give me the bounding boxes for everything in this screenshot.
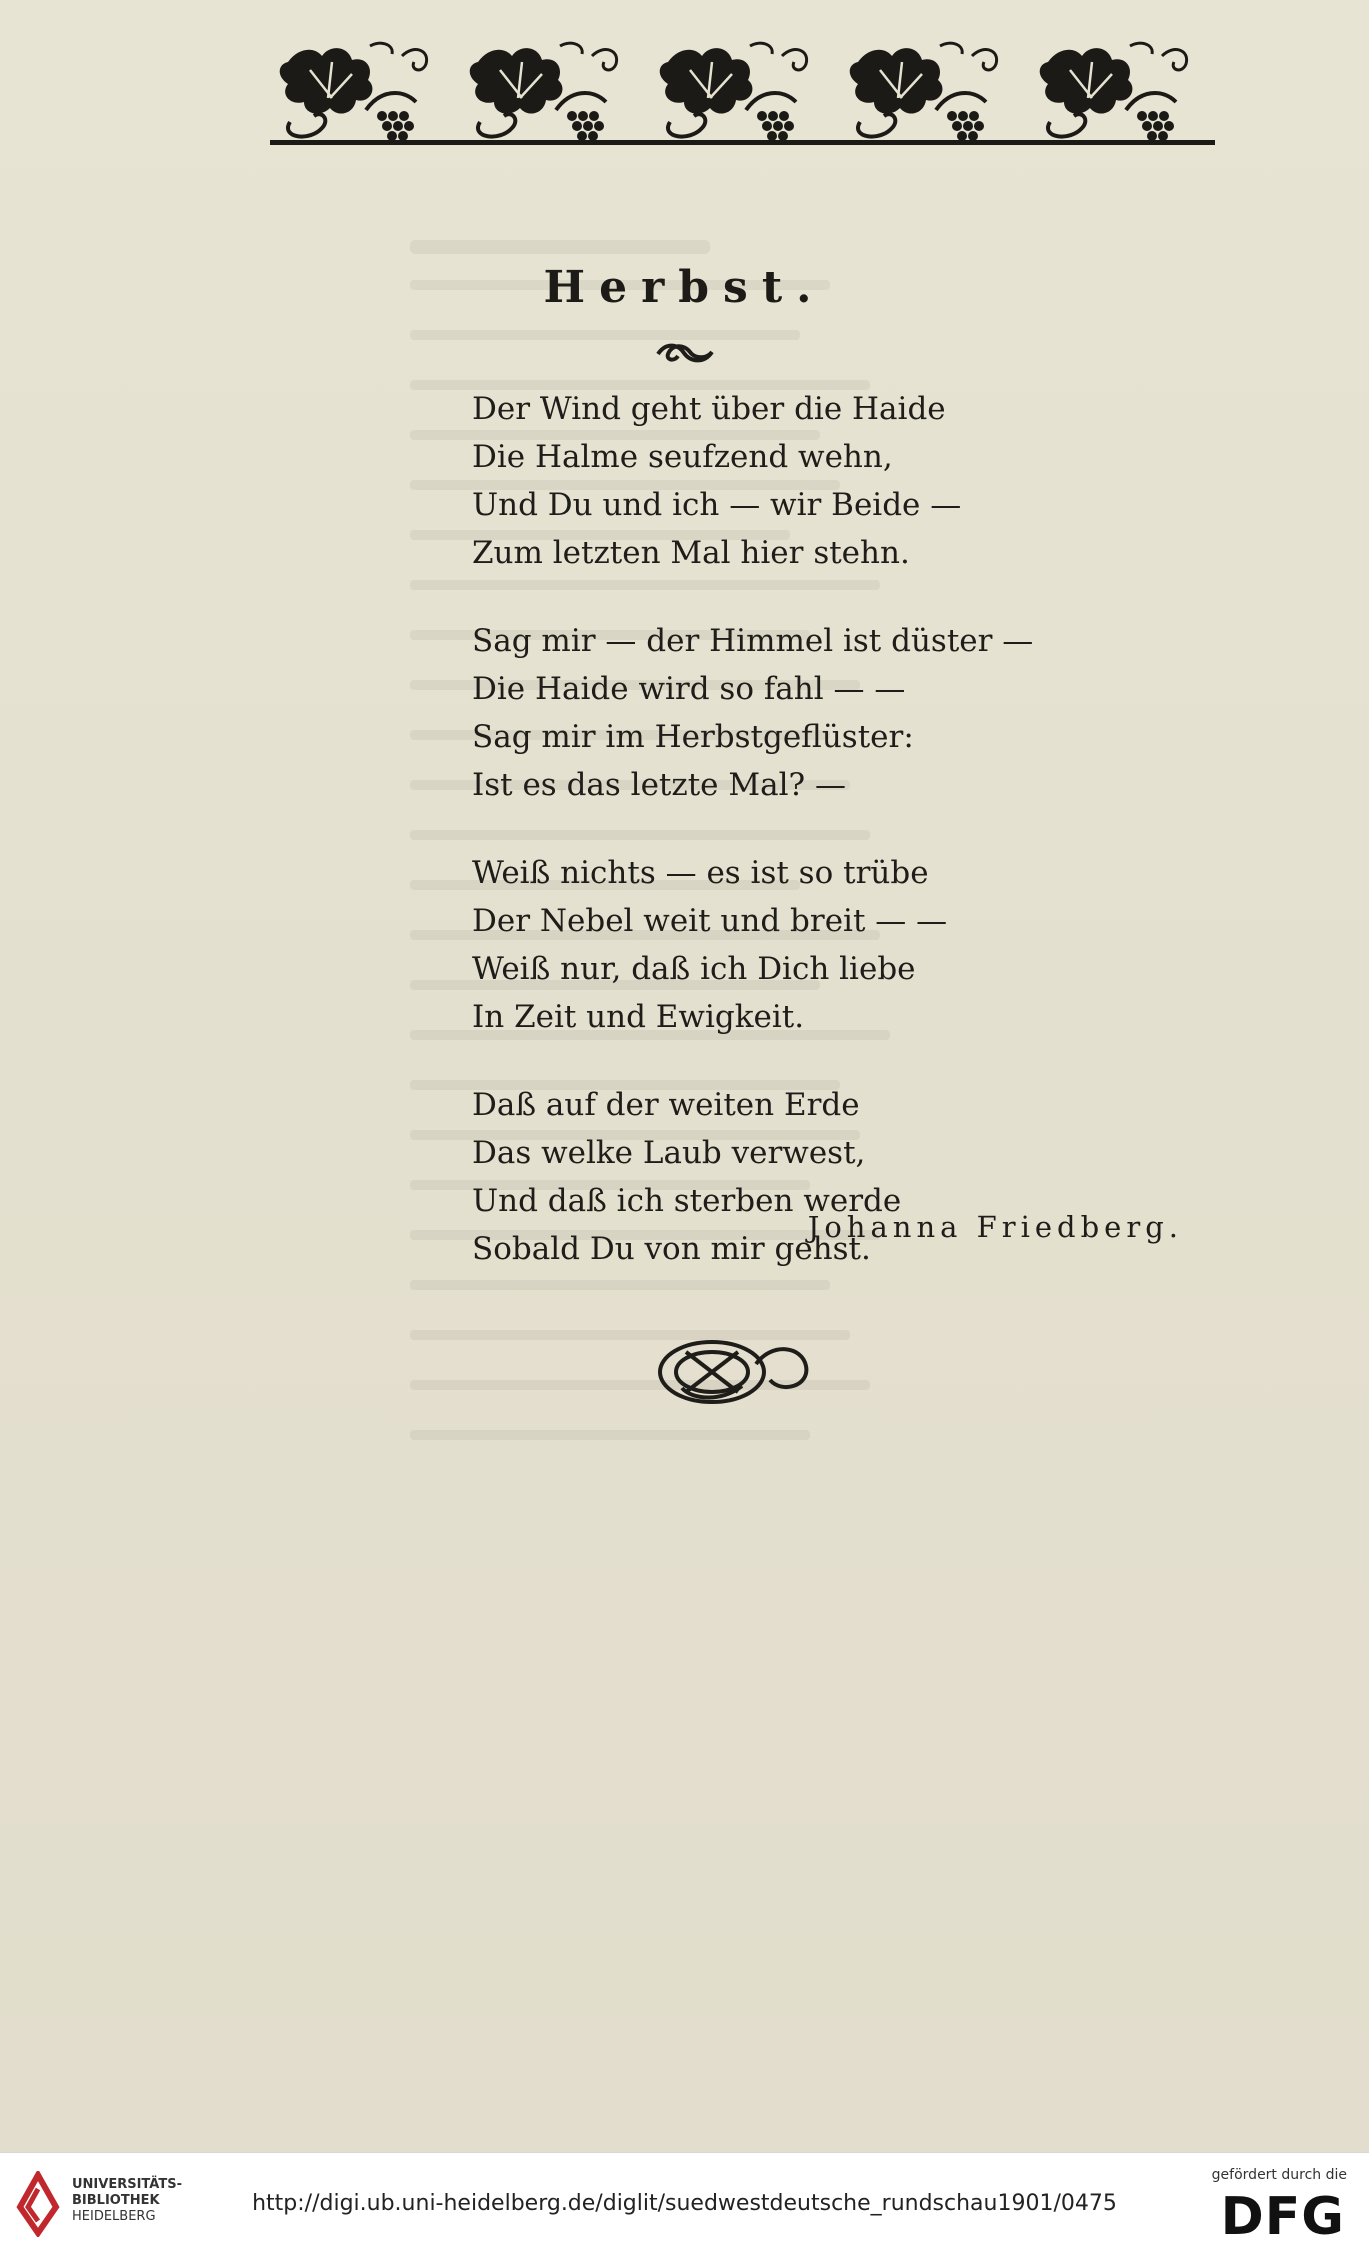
poem-body: [472, 385, 1192, 1313]
poem-line: Ist es das letzte Mal? —: [472, 767, 846, 803]
stanza: [472, 1081, 1192, 1273]
viewer-footer: [0, 2152, 1369, 2257]
dfg-logo: DFG: [1220, 2187, 1345, 2247]
library-name-line-2: BIBLIOTHEK: [72, 2193, 160, 2208]
knot-flourish-icon: [652, 1330, 814, 1414]
poem-author: Johanna Friedberg.: [807, 1210, 1183, 1244]
poem-line: In Zeit und Ewigkeit.: [472, 999, 805, 1035]
poem-line: Weiß nur, daß ich Dich liebe: [472, 951, 916, 987]
poem-line: Die Haide wird so fahl — —: [472, 671, 906, 707]
stanza: [472, 385, 1192, 577]
grapevine-border-icon: [270, 40, 1215, 145]
poem-line: Und daß ich sterben werde: [472, 1183, 902, 1219]
poem-line: Sag mir — der Himmel ist düster —: [472, 623, 1034, 659]
poem-line: Daß auf der weiten Erde: [472, 1087, 860, 1123]
poem-title: Herbst.: [543, 262, 826, 313]
poem-line: Zum letzten Mal hier stehn.: [472, 535, 910, 571]
library-name-line-3: HEIDELBERG: [72, 2209, 156, 2224]
poem-line: Der Wind geht über die Haide: [472, 391, 946, 427]
poem-line: Sobald Du von mir gehst.: [472, 1231, 871, 1267]
library-name-line-1: UNIVERSITÄTS-: [72, 2177, 182, 2192]
poem-line: Sag mir im Herbstgeflüster:: [472, 719, 914, 755]
small-flourish-icon: [654, 340, 718, 366]
poem-line: Und Du und ich — wir Beide —: [472, 487, 962, 523]
poem-line: Das welke Laub verwest,: [472, 1135, 866, 1171]
stanza: [472, 617, 1192, 809]
permalink-url[interactable]: http://digi.ub.uni-heidelberg.de/diglit/suedwestdeutsche_rundschau1901/0475: [252, 2191, 1117, 2216]
stanza: [472, 849, 1192, 1041]
poem-line: Der Nebel weit und breit — —: [472, 903, 948, 939]
poem-line: Die Halme seufzend wehn,: [472, 439, 893, 475]
funding-caption: gefördert durch die: [1211, 2167, 1347, 2183]
poem-line: Weiß nichts — es ist so trübe: [472, 855, 929, 891]
